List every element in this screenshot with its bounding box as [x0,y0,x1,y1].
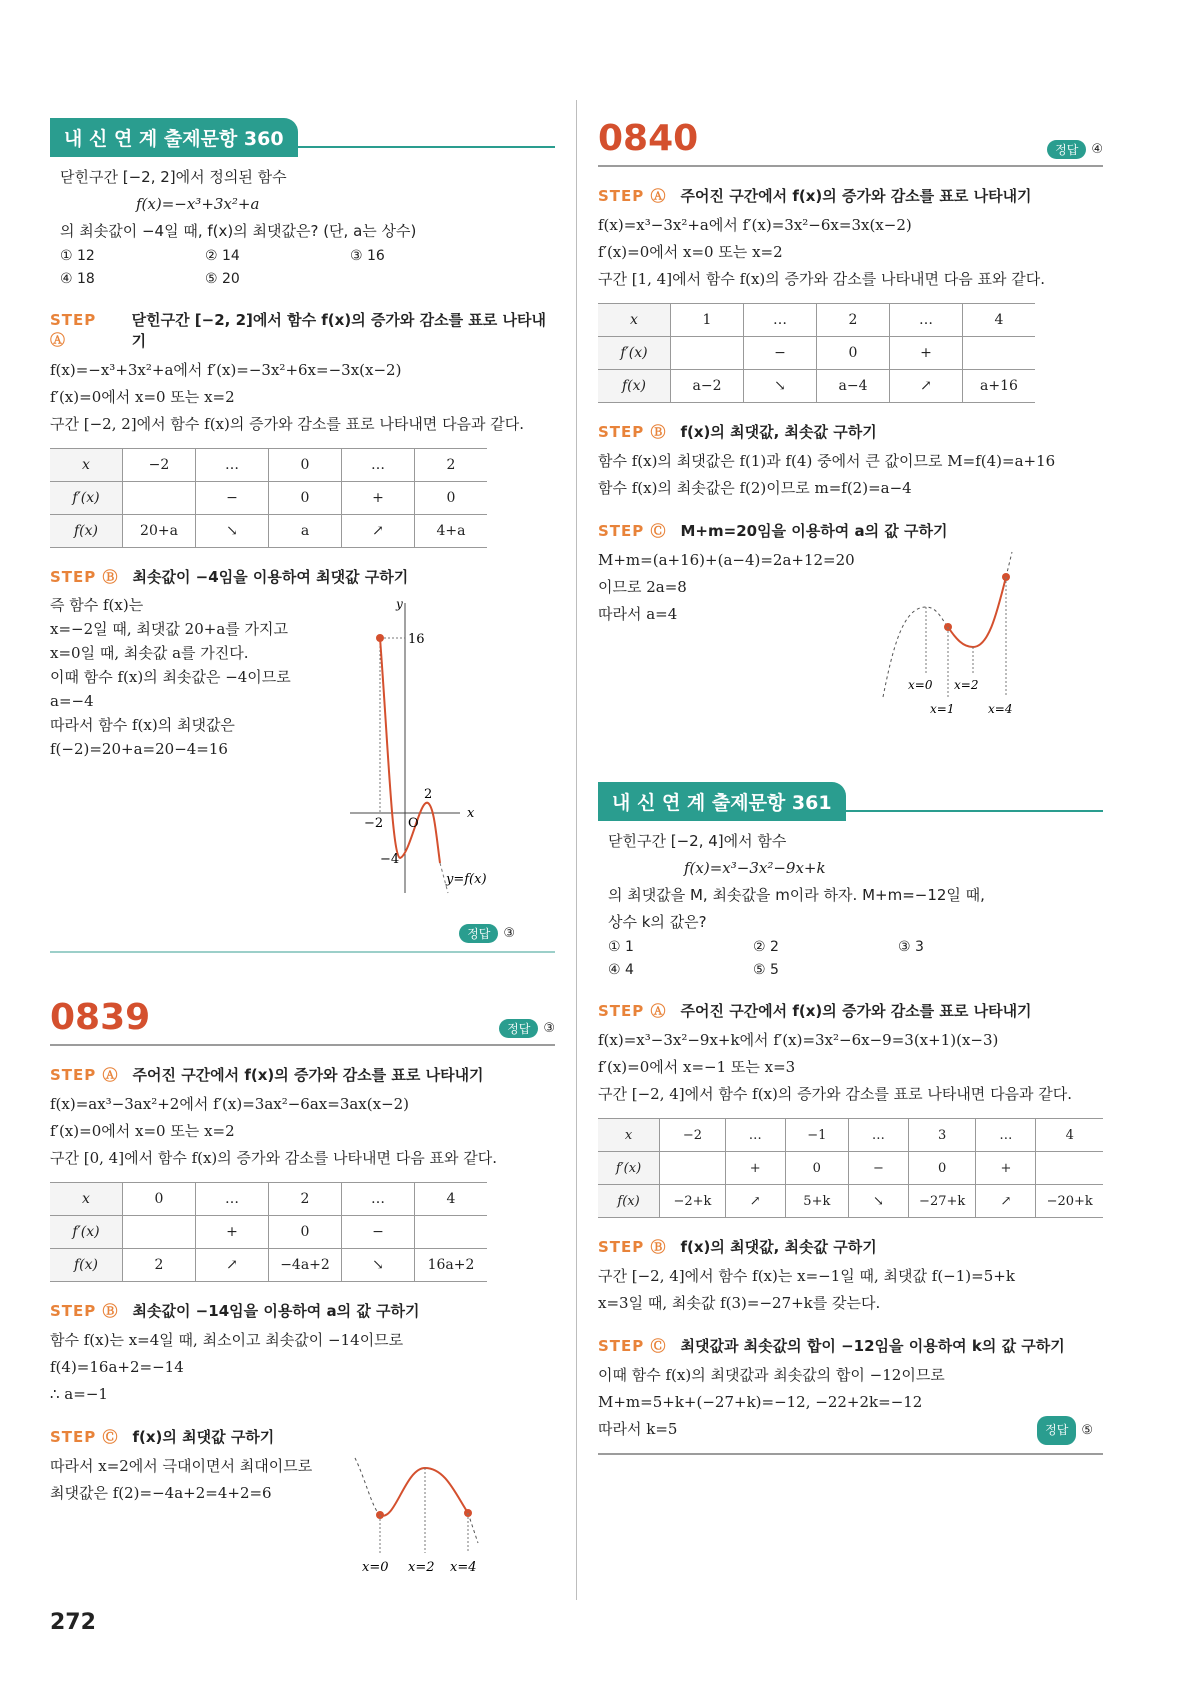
table-cell: −1 [785,1119,848,1152]
text-line: 이므로 2a=8 [598,578,687,596]
step-c-block [50,1453,555,1593]
table-row [50,1249,487,1282]
table-cell: a−4 [817,370,890,403]
table-cell: f(x) [598,370,671,403]
text-line: 구간 [−2, 4]에서 함수 f(x)는 x=−1일 때, 최댓값 f(−1)=5+k [598,1267,1015,1285]
table-cell: 20+a [123,515,196,548]
step-b-body [50,593,350,761]
label-16: 16 [408,632,425,647]
label-x0: x=0 [908,678,933,692]
table-row [50,482,487,515]
text-line: 구간 [−2, 2]에서 함수 f(x)의 증가와 감소를 표로 나타내면 다음과 같다. [50,415,525,433]
choice: ④ 4 [608,962,634,978]
step-label: STEP Ⓑ [50,1302,119,1320]
table-cell: 4 [415,1183,488,1216]
graph-0839 [350,1453,520,1593]
text-line: 함수 f(x)는 x=4일 때, 최소이고 최솟값이 −14이므로 [50,1331,404,1349]
table-row [50,449,487,482]
step-label: STEP Ⓒ [598,1337,667,1355]
table-row [50,515,487,548]
text-line: M+m=(a+16)+(a−4)=2a+12=20 [598,551,855,569]
step-b-body [598,448,1103,502]
banner-label: 내 신 연 계 출제문항 360 [50,118,298,157]
table-cell: −20+k [1036,1185,1103,1218]
banner-rule [846,810,1103,812]
table-row [598,1119,1103,1152]
problem-360 [50,164,555,245]
text-line: ∴ a=−1 [50,1385,108,1403]
text-line: f(x)=ax³−3ax²+2에서 f′(x)=3ax²−6ax=3ax(x−2) [50,1095,410,1113]
answer-badge [1037,1416,1093,1445]
answer-badge [1047,140,1103,159]
table-cell: f(x) [50,515,123,548]
table-cell: x [50,1183,123,1216]
text-line: M+m=5+k+(−27+k)=−12, −22+2k=−12 [598,1393,923,1411]
variation-table [598,303,1035,403]
step-title: 주어진 구간에서 f(x)의 증가와 감소를 표로 나타내기 [680,1002,1032,1020]
table-cell [123,1216,196,1249]
step-c-block [598,547,1103,722]
table-cell: x [598,1119,660,1152]
table-cell: a−2 [671,370,744,403]
text-line: a=−4 [50,692,94,710]
step-label: STEP Ⓑ [598,1238,667,1256]
table-cell: 4 [1036,1119,1103,1152]
table-cell: f′(x) [598,337,671,370]
table-cell: 0 [269,482,342,515]
step-a-heading [598,1000,1103,1021]
table-cell: 16a+2 [415,1249,488,1282]
label-x2: x=2 [954,678,979,692]
step-title: M+m=20임을 이용하여 a의 값 구하기 [680,522,948,540]
text-line: 함수 f(x)의 최솟값은 f(2)이므로 m=f(2)=a−4 [598,479,912,497]
text-line: 함수 f(x)의 최댓값은 f(1)과 f(4) 중에서 큰 값이므로 M=f(4)=a+16 [598,452,1056,470]
table-row [598,1152,1103,1185]
choices-361 [598,936,1103,982]
banner-label: 내 신 연 계 출제문항 361 [598,782,846,821]
table-cell: 0 [415,482,488,515]
problem-formula: f(x)=−x³+3x²+a [136,195,260,213]
table-cell: 0 [269,449,342,482]
step-label: STEP Ⓐ [598,187,667,205]
step-c-body [598,1362,1103,1445]
x-axis-label: x [467,806,475,821]
step-b-body [598,1263,1103,1317]
table-row [598,1185,1103,1218]
text-line: 이때 함수 f(x)의 최댓값과 최솟값의 합이 −12이므로 [598,1366,945,1384]
table-cell: … [342,449,415,482]
right-column [598,118,1103,1455]
text-line: 구간 [0, 4]에서 함수 f(x)의 증가와 감소를 나타내면 다음 표와 같다. [50,1149,497,1167]
answer-row-360 [50,923,555,943]
choice: ① 12 [60,248,95,264]
answer-value: ③ [503,926,515,941]
table-cell: … [890,304,963,337]
table-cell [660,1152,726,1185]
text-line: 따라서 함수 f(x)의 최댓값은 [50,716,235,734]
table-cell: 2 [269,1183,342,1216]
table-cell: 0 [269,1216,342,1249]
text-line: x=3일 때, 최솟값 f(3)=−27+k를 갖는다. [598,1294,881,1312]
table-cell: −2 [660,1119,726,1152]
problem-banner-361 [598,782,1103,820]
table-cell: 2 [123,1249,196,1282]
step-label: STEP Ⓑ [598,423,667,441]
problem-header-0839 [50,997,555,1046]
table-cell: ↗ [196,1249,269,1282]
answer-pill: 정답 [459,924,498,943]
text-line: f(x)=x³−3x²+a에서 f′(x)=3x²−6x=3x(x−2) [598,216,912,234]
step-b-heading [50,1300,555,1321]
section-end-rule [598,1453,1103,1455]
variation-table [598,1118,1103,1218]
table-cell [415,1216,488,1249]
text-line: f(x)=−x³+3x²+a에서 f′(x)=−3x²+6x=−3x(x−2) [50,361,402,379]
choice: ② 14 [205,248,240,264]
table-cell: … [342,1183,415,1216]
table-row [598,370,1035,403]
table-cell: f(x) [50,1249,123,1282]
table-cell: + [725,1152,785,1185]
final-line-row [598,1416,1103,1445]
choice: ⑤ 5 [753,962,779,978]
step-label: STEP Ⓐ [598,1002,667,1020]
problem-361 [598,828,1103,936]
left-column [50,118,555,1593]
choice: ① 1 [608,939,634,955]
label-neg2: −2 [364,816,384,831]
text-line: 구간 [−2, 4]에서 함수 f(x)의 증가와 감소를 표로 나타내면 다음과 같다. [598,1085,1073,1103]
table-cell: … [976,1119,1036,1152]
table-cell: … [848,1119,908,1152]
label-2: 2 [424,787,433,802]
label-x4: x=4 [988,702,1013,716]
step-a-body [598,212,1103,293]
variation-table [50,448,487,548]
text-line: f(x)=x³−3x²−9x+k에서 f′(x)=3x²−6x−9=3(x+1)(x−3) [598,1031,999,1049]
text-line: f′(x)=0에서 x=0 또는 x=2 [598,243,783,261]
step-a-heading [598,185,1103,206]
step-title: 주어진 구간에서 f(x)의 증가와 감소를 표로 나타내기 [680,187,1032,205]
step-title: f(x)의 최댓값 구하기 [132,1428,275,1446]
text-line: 따라서 k=5 [598,1420,678,1438]
problem-banner-360 [50,118,555,156]
graph-0840 [878,547,1028,722]
step-c-heading [598,520,1103,541]
section-end-rule [50,951,555,953]
table-cell: ↘ [342,1249,415,1282]
text-line: f′(x)=0에서 x=−1 또는 x=3 [598,1058,796,1076]
step-b-body [50,1327,555,1408]
graph-360 [350,593,550,913]
answer-badge [459,924,515,943]
curve-extension [468,1513,478,1543]
step-title: f(x)의 최댓값, 최솟값 구하기 [680,423,877,441]
text-line: 따라서 a=4 [598,605,678,623]
text-line: 최댓값은 f(2)=−4a+2=4+2=6 [50,1484,272,1502]
table-cell: −2+k [660,1185,726,1218]
answer-pill: 정답 [499,1019,538,1038]
table-cell: + [976,1152,1036,1185]
table-cell: 3 [908,1119,976,1152]
text-line: f(4)=16a+2=−14 [50,1358,184,1376]
step-a-heading [50,1064,555,1085]
table-cell: 2 [817,304,890,337]
problem-line: 의 최솟값이 −4일 때, f(x)의 최댓값은? (단, a는 상수) [60,222,417,240]
label-origin: O [408,816,419,831]
step-a-heading [50,309,555,351]
answer-value: ⑤ [1081,1423,1093,1438]
table-cell: f′(x) [598,1152,660,1185]
step-label: STEP Ⓒ [598,522,667,540]
table-cell: + [890,337,963,370]
table-cell: 2 [415,449,488,482]
table-cell: 1 [671,304,744,337]
step-label: STEP Ⓐ [50,310,97,349]
table-cell: … [744,304,817,337]
answer-pill: 정답 [1047,140,1086,159]
step-a-body [50,1091,555,1172]
table-cell: ↘ [848,1185,908,1218]
step-c-heading [598,1335,1103,1356]
step-b-heading [50,566,555,587]
table-cell [123,482,196,515]
step-label: STEP Ⓒ [50,1428,119,1446]
label-x1: x=1 [930,702,955,716]
banner-rule [298,146,555,148]
table-cell: ↗ [725,1185,785,1218]
curve-label: y=f(x) [446,872,487,887]
text-line: x=−2일 때, 최댓값 20+a를 가지고 [50,620,288,638]
page-number: 272 [50,1610,96,1635]
answer-badge [499,1019,555,1038]
step-title: 주어진 구간에서 f(x)의 증가와 감소를 표로 나타내기 [132,1066,484,1084]
table-cell: ↗ [342,515,415,548]
table-cell: 5+k [785,1185,848,1218]
choices-360 [50,245,555,291]
step-a-body [598,1027,1103,1108]
choice: ③ 16 [350,248,385,264]
table-cell: − [196,482,269,515]
choice: ④ 18 [60,271,95,287]
table-cell: 0 [123,1183,196,1216]
step-title: f(x)의 최댓값, 최솟값 구하기 [680,1238,877,1256]
table-cell [963,337,1036,370]
text-line: f′(x)=0에서 x=0 또는 x=2 [50,1122,235,1140]
step-title: 최솟값이 −14임을 이용하여 a의 값 구하기 [132,1302,420,1320]
table-cell: −4a+2 [269,1249,342,1282]
table-cell: −2 [123,449,196,482]
step-c-heading [50,1426,555,1447]
curve-f [948,577,1006,647]
problem-number: 0840 [598,118,699,159]
table-cell: f′(x) [50,1216,123,1249]
answer-pill: 정답 [1037,1416,1076,1445]
text-line: f(−2)=20+a=20−4=16 [50,740,228,758]
max-point [376,634,384,642]
text-line: x=0일 때, 최솟값 a를 가진다. [50,644,249,662]
text-line: f′(x)=0에서 x=0 또는 x=2 [50,388,235,406]
table-cell: a+16 [963,370,1036,403]
table-cell: x [598,304,671,337]
table-cell: 4 [963,304,1036,337]
table-cell: + [196,1216,269,1249]
table-cell [1036,1152,1103,1185]
step-a-body [50,357,555,438]
table-cell: … [725,1119,785,1152]
table-cell [671,337,744,370]
table-cell: … [196,1183,269,1216]
curve-f [380,1468,468,1516]
table-cell: ↗ [890,370,963,403]
y-axis-label: y [396,597,403,611]
table-cell: − [744,337,817,370]
table-cell: x [50,449,123,482]
step-label: STEP Ⓐ [50,1066,119,1084]
table-cell: 4+a [415,515,488,548]
step-b-heading [598,1236,1103,1257]
problem-line: 의 최댓값을 M, 최솟값을 m이라 하자. M+m=−12일 때, [608,886,985,904]
table-cell: f(x) [598,1185,660,1218]
label-x2: x=2 [408,1560,435,1575]
step-c-body [50,1453,312,1507]
variation-table [50,1182,487,1282]
table-cell: a [269,515,342,548]
table-cell: − [848,1152,908,1185]
problem-header-0840 [598,118,1103,167]
step-b-heading [598,421,1103,442]
choice: ⑤ 20 [205,271,240,287]
table-cell: 0 [908,1152,976,1185]
step-c-body [598,547,855,628]
table-cell: ↘ [196,515,269,548]
answer-value: ④ [1091,142,1103,157]
table-cell: − [342,1216,415,1249]
table-row [598,304,1035,337]
problem-line: 닫힌구간 [−2, 2]에서 정의된 함수 [60,168,287,186]
column-divider [576,100,577,1600]
problem-line: 닫힌구간 [−2, 4]에서 함수 [608,832,787,850]
step-title: 최솟값이 −4임을 이용하여 최댓값 구하기 [132,568,409,586]
answer-value: ③ [543,1021,555,1036]
table-cell: ↗ [976,1185,1036,1218]
curve-extension [355,1458,380,1515]
table-row [50,1216,487,1249]
choice: ③ 3 [898,939,924,955]
table-cell: f′(x) [50,482,123,515]
problem-formula: f(x)=x³−3x²−9x+k [684,859,826,877]
step-title: 닫힌구간 [−2, 2]에서 함수 f(x)의 증가와 감소를 표로 나타내기 [131,311,546,350]
text-line: 이때 함수 f(x)의 최솟값은 −4이므로 [50,668,291,686]
problem-number: 0839 [50,997,151,1038]
label-x4: x=4 [450,1560,477,1575]
table-row [598,337,1035,370]
table-cell: ↘ [744,370,817,403]
table-cell: −27+k [908,1185,976,1218]
step-title: 최댓값과 최솟값의 합이 −12임을 이용하여 k의 값 구하기 [680,1337,1065,1355]
problem-line: 상수 k의 값은? [608,913,707,931]
table-cell: … [196,449,269,482]
step-b-block [50,593,555,923]
table-cell: + [342,482,415,515]
choice: ② 2 [753,939,779,955]
table-cell: 0 [817,337,890,370]
label-x0: x=0 [362,1560,389,1575]
text-line: 따라서 x=2에서 극대이면서 최대이므로 [50,1457,313,1475]
table-row [50,1183,487,1216]
label-neg4: −4 [380,852,400,867]
text-line: 구간 [1, 4]에서 함수 f(x)의 증가와 감소를 나타내면 다음 표와 같다. [598,270,1045,288]
table-cell: 0 [785,1152,848,1185]
text-line: 즉 함수 f(x)는 [50,596,144,614]
step-label: STEP Ⓑ [50,568,119,586]
